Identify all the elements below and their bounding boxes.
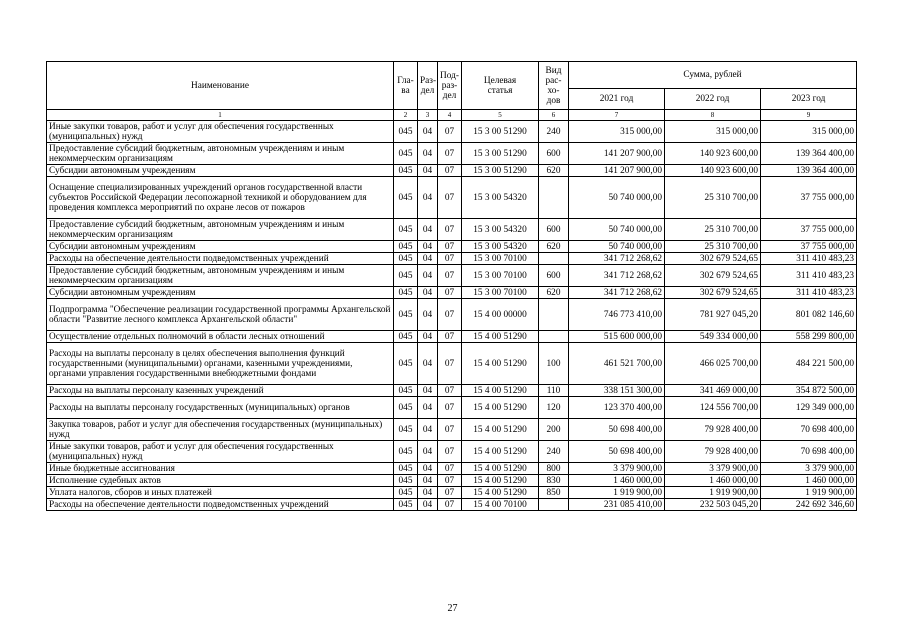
- column-number: 5: [462, 110, 539, 121]
- table-row: [47, 265, 857, 287]
- row-statya: 15 4 00 51290: [462, 385, 539, 397]
- row-glava: 045: [394, 475, 418, 487]
- row-name: Иные закупки товаров, работ и услуг для обеспечения государственных (муниципальных) нужд: [47, 121, 394, 143]
- row-podrazdel: 07: [438, 241, 462, 253]
- row-name: Иные бюджетные ассигнования: [47, 463, 394, 475]
- row-vid: [539, 299, 569, 331]
- row-sum-2023: 1 460 000,00: [761, 475, 857, 487]
- table-row: [47, 287, 857, 299]
- row-name: Расходы на обеспечение деятельности подведомственных учреждений: [47, 499, 394, 511]
- row-sum-2021: 341 712 268,62: [569, 265, 665, 287]
- budget-table: [46, 61, 857, 511]
- row-podrazdel: 07: [438, 165, 462, 177]
- row-statya: 15 3 00 51290: [462, 143, 539, 165]
- row-glava: 045: [394, 287, 418, 299]
- table-row: [47, 343, 857, 385]
- row-sum-2021: 515 600 000,00: [569, 331, 665, 343]
- row-glava: 045: [394, 419, 418, 441]
- row-razdel: 04: [418, 343, 438, 385]
- table-row: [47, 253, 857, 265]
- row-podrazdel: 07: [438, 253, 462, 265]
- header-vid: Вид рас- хо- дов: [539, 62, 569, 110]
- row-sum-2022: 1 919 900,00: [665, 487, 761, 499]
- row-sum-2023: 484 221 500,00: [761, 343, 857, 385]
- page-number: 27: [447, 603, 458, 614]
- row-razdel: 04: [418, 121, 438, 143]
- row-glava: 045: [394, 385, 418, 397]
- row-glava: 045: [394, 121, 418, 143]
- row-glava: 045: [394, 143, 418, 165]
- row-razdel: 04: [418, 463, 438, 475]
- row-vid: 620: [539, 241, 569, 253]
- row-sum-2023: 801 082 146,60: [761, 299, 857, 331]
- row-sum-2022: 25 310 700,00: [665, 177, 761, 219]
- row-podrazdel: 07: [438, 343, 462, 385]
- row-sum-2022: 549 334 000,00: [665, 331, 761, 343]
- table-row: [47, 219, 857, 241]
- row-statya: 15 3 00 54320: [462, 219, 539, 241]
- row-vid: 620: [539, 287, 569, 299]
- row-podrazdel: 07: [438, 475, 462, 487]
- row-statya: 15 4 00 51290: [462, 441, 539, 463]
- row-name: Расходы на выплаты персоналу в целях обеспечения выполнения функций государственными (муниципальными) органами, казенными учреждениями, органами управления государственными внебюджетными фондами: [47, 343, 394, 385]
- row-sum-2023: 37 755 000,00: [761, 241, 857, 253]
- row-sum-2023: 354 872 500,00: [761, 385, 857, 397]
- row-vid: 600: [539, 265, 569, 287]
- row-statya: 15 4 00 51290: [462, 475, 539, 487]
- row-vid: [539, 499, 569, 511]
- row-statya: 15 3 00 54320: [462, 177, 539, 219]
- column-number: 9: [761, 110, 857, 121]
- row-vid: 620: [539, 165, 569, 177]
- header-razdel: Раз- дел: [418, 62, 438, 110]
- table-row: [47, 299, 857, 331]
- row-sum-2021: 341 712 268,62: [569, 287, 665, 299]
- row-sum-2023: 311 410 483,23: [761, 253, 857, 265]
- row-sum-2022: 25 310 700,00: [665, 241, 761, 253]
- row-sum-2021: 3 379 900,00: [569, 463, 665, 475]
- row-sum-2023: 37 755 000,00: [761, 219, 857, 241]
- row-statya: 15 4 00 70100: [462, 499, 539, 511]
- row-sum-2023: 129 349 000,00: [761, 397, 857, 419]
- row-sum-2021: 461 521 700,00: [569, 343, 665, 385]
- table-row: [47, 397, 857, 419]
- row-statya: 15 3 00 54320: [462, 241, 539, 253]
- row-glava: 045: [394, 343, 418, 385]
- row-razdel: 04: [418, 419, 438, 441]
- row-sum-2021: 50 740 000,00: [569, 219, 665, 241]
- column-number: 8: [665, 110, 761, 121]
- row-podrazdel: 07: [438, 219, 462, 241]
- row-statya: 15 3 00 51290: [462, 121, 539, 143]
- row-podrazdel: 07: [438, 143, 462, 165]
- row-name: Иные закупки товаров, работ и услуг для обеспечения государственных (муниципальных) нужд: [47, 441, 394, 463]
- row-name: Предоставление субсидий бюджетным, автономным учреждениям и иным некоммерческим организациям: [47, 265, 394, 287]
- row-podrazdel: 07: [438, 499, 462, 511]
- table-row: [47, 143, 857, 165]
- row-name: Оснащение специализированных учреждений органов государственной власти субъектов Российской Федерации лесопожарной техникой и оборудованием для проведения комплекса мероприятий по охране лесов от пожаров: [47, 177, 394, 219]
- row-statya: 15 3 00 70100: [462, 253, 539, 265]
- row-glava: 045: [394, 241, 418, 253]
- row-vid: 240: [539, 441, 569, 463]
- row-razdel: 04: [418, 253, 438, 265]
- header-year-2023: 2023 год: [761, 89, 857, 110]
- row-sum-2023: 3 379 900,00: [761, 463, 857, 475]
- column-number: 2: [394, 110, 418, 121]
- row-podrazdel: 07: [438, 487, 462, 499]
- row-name: Закупка товаров, работ и услуг для обеспечения государственных (муниципальных) нужд: [47, 419, 394, 441]
- row-sum-2021: 141 207 900,00: [569, 165, 665, 177]
- row-sum-2023: 37 755 000,00: [761, 177, 857, 219]
- row-razdel: 04: [418, 241, 438, 253]
- row-razdel: 04: [418, 143, 438, 165]
- row-podrazdel: 07: [438, 441, 462, 463]
- row-glava: 045: [394, 331, 418, 343]
- row-glava: 045: [394, 265, 418, 287]
- row-sum-2022: 79 928 400,00: [665, 419, 761, 441]
- row-statya: 15 4 00 51290: [462, 397, 539, 419]
- row-vid: [539, 331, 569, 343]
- table-row: [47, 165, 857, 177]
- table-row: [47, 463, 857, 475]
- row-sum-2021: 50 698 400,00: [569, 441, 665, 463]
- row-glava: 045: [394, 219, 418, 241]
- row-vid: 110: [539, 385, 569, 397]
- header-name: Наименование: [47, 62, 394, 110]
- table-row: [47, 419, 857, 441]
- row-razdel: 04: [418, 397, 438, 419]
- row-name: Расходы на обеспечение деятельности подведомственных учреждений: [47, 253, 394, 265]
- row-statya: 15 3 00 70100: [462, 265, 539, 287]
- row-statya: 15 4 00 00000: [462, 299, 539, 331]
- row-podrazdel: 07: [438, 385, 462, 397]
- row-razdel: 04: [418, 299, 438, 331]
- row-sum-2023: 311 410 483,23: [761, 265, 857, 287]
- table-row: [47, 177, 857, 219]
- row-vid: [539, 253, 569, 265]
- row-sum-2023: 311 410 483,23: [761, 287, 857, 299]
- column-number-row: [47, 110, 857, 121]
- column-number: 4: [438, 110, 462, 121]
- table-row: [47, 331, 857, 343]
- row-name: Расходы на выплаты персоналу казенных учреждений: [47, 385, 394, 397]
- row-vid: 800: [539, 463, 569, 475]
- row-podrazdel: 07: [438, 299, 462, 331]
- row-name: Подпрограмма "Обеспечение реализации государственной программы Архангельской области "Развитие лесного комплекса Архангельской области": [47, 299, 394, 331]
- row-sum-2022: 25 310 700,00: [665, 219, 761, 241]
- row-sum-2022: 124 556 700,00: [665, 397, 761, 419]
- row-glava: 045: [394, 177, 418, 219]
- row-glava: 045: [394, 487, 418, 499]
- table-row: [47, 385, 857, 397]
- row-glava: 045: [394, 441, 418, 463]
- row-sum-2021: 1 460 000,00: [569, 475, 665, 487]
- row-name: Расходы на выплаты персоналу государственных (муниципальных) органов: [47, 397, 394, 419]
- header-summa: Сумма, рублей: [569, 62, 857, 89]
- row-razdel: 04: [418, 441, 438, 463]
- row-podrazdel: 07: [438, 419, 462, 441]
- row-podrazdel: 07: [438, 463, 462, 475]
- row-razdel: 04: [418, 475, 438, 487]
- row-vid: 600: [539, 219, 569, 241]
- row-sum-2021: 123 370 400,00: [569, 397, 665, 419]
- row-sum-2021: 50 698 400,00: [569, 419, 665, 441]
- row-sum-2023: 242 692 346,60: [761, 499, 857, 511]
- row-sum-2023: 70 698 400,00: [761, 441, 857, 463]
- row-vid: 850: [539, 487, 569, 499]
- header-year-2022: 2022 год: [665, 89, 761, 110]
- row-sum-2021: 50 740 000,00: [569, 177, 665, 219]
- row-sum-2023: 315 000,00: [761, 121, 857, 143]
- row-sum-2023: 558 299 800,00: [761, 331, 857, 343]
- column-number: 3: [418, 110, 438, 121]
- row-vid: 120: [539, 397, 569, 419]
- row-statya: 15 3 00 70100: [462, 287, 539, 299]
- row-name: Предоставление субсидий бюджетным, автономным учреждениям и иным некоммерческим организациям: [47, 219, 394, 241]
- row-razdel: 04: [418, 265, 438, 287]
- row-sum-2021: 1 919 900,00: [569, 487, 665, 499]
- table-row: [47, 499, 857, 511]
- row-sum-2023: 70 698 400,00: [761, 419, 857, 441]
- header-statya: Целевая статья: [462, 62, 539, 110]
- row-sum-2022: 781 927 045,20: [665, 299, 761, 331]
- row-glava: 045: [394, 499, 418, 511]
- row-razdel: 04: [418, 177, 438, 219]
- row-podrazdel: 07: [438, 265, 462, 287]
- row-vid: 830: [539, 475, 569, 487]
- table-body: [47, 121, 857, 511]
- row-razdel: 04: [418, 385, 438, 397]
- row-statya: 15 4 00 51290: [462, 331, 539, 343]
- row-statya: 15 4 00 51290: [462, 343, 539, 385]
- column-number: 1: [47, 110, 394, 121]
- row-razdel: 04: [418, 499, 438, 511]
- table-row: [47, 121, 857, 143]
- table-row: [47, 487, 857, 499]
- row-vid: 240: [539, 121, 569, 143]
- row-glava: 045: [394, 463, 418, 475]
- row-glava: 045: [394, 397, 418, 419]
- row-podrazdel: 07: [438, 287, 462, 299]
- column-number: 6: [539, 110, 569, 121]
- row-vid: 600: [539, 143, 569, 165]
- table-row: [47, 241, 857, 253]
- table-row: [47, 475, 857, 487]
- row-glava: 045: [394, 253, 418, 265]
- row-sum-2021: 231 085 410,00: [569, 499, 665, 511]
- row-name: Субсидии автономным учреждениям: [47, 241, 394, 253]
- row-razdel: 04: [418, 331, 438, 343]
- header-podrazdel: Под- раз- дел: [438, 62, 462, 110]
- row-razdel: 04: [418, 487, 438, 499]
- row-sum-2022: 3 379 900,00: [665, 463, 761, 475]
- row-sum-2023: 139 364 400,00: [761, 143, 857, 165]
- row-sum-2022: 302 679 524,65: [665, 265, 761, 287]
- row-podrazdel: 07: [438, 331, 462, 343]
- row-podrazdel: 07: [438, 177, 462, 219]
- row-sum-2022: 315 000,00: [665, 121, 761, 143]
- row-razdel: 04: [418, 219, 438, 241]
- row-name: Субсидии автономным учреждениям: [47, 165, 394, 177]
- header-glava: Гла- ва: [394, 62, 418, 110]
- row-vid: [539, 177, 569, 219]
- row-glava: 045: [394, 165, 418, 177]
- row-razdel: 04: [418, 287, 438, 299]
- row-sum-2022: 232 503 045,20: [665, 499, 761, 511]
- row-sum-2021: 141 207 900,00: [569, 143, 665, 165]
- row-sum-2021: 338 151 300,00: [569, 385, 665, 397]
- row-sum-2023: 1 919 900,00: [761, 487, 857, 499]
- row-sum-2023: 139 364 400,00: [761, 165, 857, 177]
- row-podrazdel: 07: [438, 121, 462, 143]
- row-sum-2021: 746 773 410,00: [569, 299, 665, 331]
- row-name: Уплата налогов, сборов и иных платежей: [47, 487, 394, 499]
- header-year-2021: 2021 год: [569, 89, 665, 110]
- row-statya: 15 4 00 51290: [462, 463, 539, 475]
- row-glava: 045: [394, 299, 418, 331]
- row-statya: 15 4 00 51290: [462, 419, 539, 441]
- row-sum-2021: 315 000,00: [569, 121, 665, 143]
- row-sum-2022: 302 679 524,65: [665, 287, 761, 299]
- row-sum-2022: 466 025 700,00: [665, 343, 761, 385]
- row-statya: 15 4 00 51290: [462, 487, 539, 499]
- row-podrazdel: 07: [438, 397, 462, 419]
- row-razdel: 04: [418, 165, 438, 177]
- row-sum-2021: 50 740 000,00: [569, 241, 665, 253]
- row-name: Предоставление субсидий бюджетным, автономным учреждениям и иным некоммерческим организациям: [47, 143, 394, 165]
- row-statya: 15 3 00 51290: [462, 165, 539, 177]
- row-vid: 200: [539, 419, 569, 441]
- row-sum-2022: 302 679 524,65: [665, 253, 761, 265]
- row-sum-2022: 341 469 000,00: [665, 385, 761, 397]
- column-number: 7: [569, 110, 665, 121]
- row-name: Субсидии автономным учреждениям: [47, 287, 394, 299]
- row-name: Осуществление отдельных полномочий в области лесных отношений: [47, 331, 394, 343]
- table-row: [47, 441, 857, 463]
- row-sum-2022: 140 923 600,00: [665, 143, 761, 165]
- row-sum-2022: 79 928 400,00: [665, 441, 761, 463]
- row-name: Исполнение судебных актов: [47, 475, 394, 487]
- row-vid: 100: [539, 343, 569, 385]
- row-sum-2022: 1 460 000,00: [665, 475, 761, 487]
- row-sum-2022: 140 923 600,00: [665, 165, 761, 177]
- row-sum-2021: 341 712 268,62: [569, 253, 665, 265]
